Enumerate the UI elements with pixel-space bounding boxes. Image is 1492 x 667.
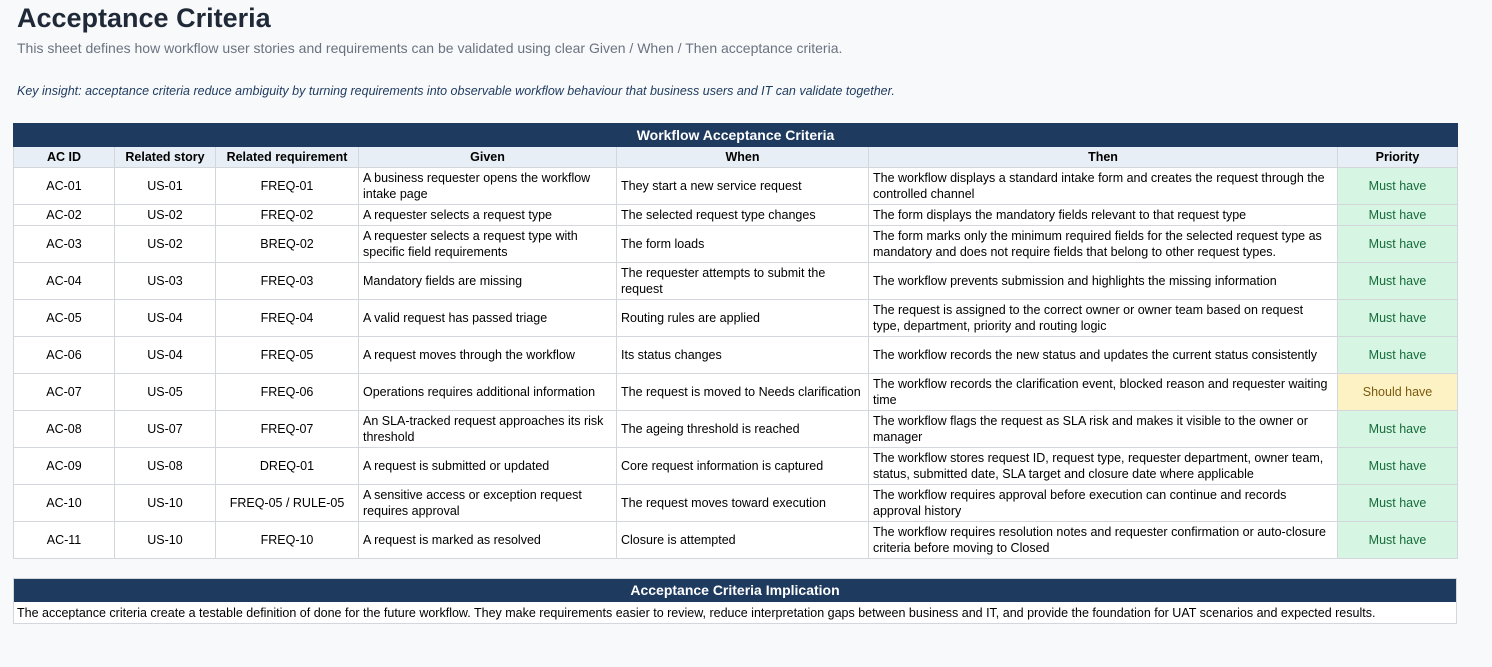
cell-when[interactable]: The request is moved to Needs clarification <box>617 374 869 411</box>
cell-when[interactable]: Its status changes <box>617 337 869 374</box>
cell-when[interactable]: Closure is attempted <box>617 522 869 559</box>
cell-story[interactable]: US-05 <box>115 374 216 411</box>
cell-then[interactable]: The workflow flags the request as SLA risk and makes it visible to the owner or manager <box>869 411 1338 448</box>
header-given[interactable]: Given <box>359 147 617 168</box>
cell-when[interactable]: Core request information is captured <box>617 448 869 485</box>
acceptance-criteria-table <box>13 123 1458 559</box>
cell-requirement[interactable]: FREQ-05 / RULE-05 <box>216 485 359 522</box>
header-priority[interactable]: Priority <box>1338 147 1458 168</box>
cell-then[interactable]: The workflow requires approval before execution can continue and records approval history <box>869 485 1338 522</box>
column-headers <box>14 147 1458 168</box>
cell-then[interactable]: The workflow prevents submission and highlights the missing information <box>869 263 1338 300</box>
table-row <box>14 337 1458 374</box>
implication-text[interactable]: The acceptance criteria create a testable definition of done for the future workflow. They make requirements easier to review, reduce interpretation gaps between business and IT, and provide the foundation for UAT scenarios and expected results. <box>17 606 1376 620</box>
cell-when[interactable]: The form loads <box>617 226 869 263</box>
cell-when[interactable]: They start a new service request <box>617 168 869 205</box>
table-row <box>14 205 1458 226</box>
cell-requirement[interactable]: FREQ-01 <box>216 168 359 205</box>
table-row <box>14 374 1458 411</box>
cell-ac-id[interactable]: AC-10 <box>14 485 115 522</box>
cell-given[interactable]: A business requester opens the workflow intake page <box>359 168 617 205</box>
cell-given[interactable]: A sensitive access or exception request requires approval <box>359 485 617 522</box>
cell-priority[interactable]: Must have <box>1338 263 1458 300</box>
cell-when[interactable]: The request moves toward execution <box>617 485 869 522</box>
cell-story[interactable]: US-01 <box>115 168 216 205</box>
cell-then[interactable]: The request is assigned to the correct owner or owner team based on request type, department, priority and routing logic <box>869 300 1338 337</box>
cell-ac-id[interactable]: AC-08 <box>14 411 115 448</box>
cell-priority[interactable]: Must have <box>1338 226 1458 263</box>
cell-requirement[interactable]: DREQ-01 <box>216 448 359 485</box>
cell-requirement[interactable]: BREQ-02 <box>216 226 359 263</box>
cell-priority[interactable]: Must have <box>1338 522 1458 559</box>
cell-then[interactable]: The workflow records the clarification event, blocked reason and requester waiting time <box>869 374 1338 411</box>
header-when[interactable]: When <box>617 147 869 168</box>
page-title: Acceptance Criteria <box>17 3 271 33</box>
key-insight: Key insight: acceptance criteria reduce ambiguity by turning requirements into observable workflow behaviour that business users and IT can validate together. <box>17 84 895 98</box>
cell-priority[interactable]: Must have <box>1338 448 1458 485</box>
cell-given[interactable]: A valid request has passed triage <box>359 300 617 337</box>
cell-requirement[interactable]: FREQ-04 <box>216 300 359 337</box>
cell-when[interactable]: The requester attempts to submit the request <box>617 263 869 300</box>
table-row <box>14 448 1458 485</box>
table-row <box>14 300 1458 337</box>
cell-when[interactable]: Routing rules are applied <box>617 300 869 337</box>
cell-story[interactable]: US-10 <box>115 522 216 559</box>
cell-ac-id[interactable]: AC-01 <box>14 168 115 205</box>
cell-ac-id[interactable]: AC-04 <box>14 263 115 300</box>
cell-requirement[interactable]: FREQ-02 <box>216 205 359 226</box>
cell-given[interactable]: An SLA-tracked request approaches its risk threshold <box>359 411 617 448</box>
cell-priority[interactable]: Should have <box>1338 374 1458 411</box>
cell-requirement[interactable]: FREQ-10 <box>216 522 359 559</box>
cell-story[interactable]: US-08 <box>115 448 216 485</box>
cell-priority[interactable]: Must have <box>1338 300 1458 337</box>
cell-ac-id[interactable]: AC-05 <box>14 300 115 337</box>
table-row <box>14 522 1458 559</box>
cell-story[interactable]: US-04 <box>115 337 216 374</box>
cell-ac-id[interactable]: AC-03 <box>14 226 115 263</box>
table-row <box>14 168 1458 205</box>
cell-given[interactable]: A request moves through the workflow <box>359 337 617 374</box>
cell-then[interactable]: The form marks only the minimum required fields for the selected request type as mandatory and does not require fields that belong to other request types. <box>869 226 1338 263</box>
cell-requirement[interactable]: FREQ-05 <box>216 337 359 374</box>
cell-story[interactable]: US-10 <box>115 485 216 522</box>
cell-requirement[interactable]: FREQ-06 <box>216 374 359 411</box>
cell-given[interactable]: A requester selects a request type <box>359 205 617 226</box>
cell-priority[interactable]: Must have <box>1338 168 1458 205</box>
header-ac-id[interactable]: AC ID <box>14 147 115 168</box>
cell-then[interactable]: The workflow records the new status and updates the current status consistently <box>869 337 1338 374</box>
cell-priority[interactable]: Must have <box>1338 337 1458 374</box>
cell-priority[interactable]: Must have <box>1338 485 1458 522</box>
cell-given[interactable]: Operations requires additional information <box>359 374 617 411</box>
cell-requirement[interactable]: FREQ-03 <box>216 263 359 300</box>
cell-priority[interactable]: Must have <box>1338 205 1458 226</box>
table-row <box>14 263 1458 300</box>
cell-then[interactable]: The form displays the mandatory fields relevant to that request type <box>869 205 1338 226</box>
cell-ac-id[interactable]: AC-07 <box>14 374 115 411</box>
cell-then[interactable]: The workflow stores request ID, request type, requester department, owner team, status, submitted date, SLA target and closure date where applicable <box>869 448 1338 485</box>
cell-requirement[interactable]: FREQ-07 <box>216 411 359 448</box>
cell-given[interactable]: A request is submitted or updated <box>359 448 617 485</box>
header-related-requirement[interactable]: Related requirement <box>216 147 359 168</box>
cell-when[interactable]: The ageing threshold is reached <box>617 411 869 448</box>
cell-story[interactable]: US-07 <box>115 411 216 448</box>
cell-then[interactable]: The workflow requires resolution notes and requester confirmation or auto-closure criteria before moving to Closed <box>869 522 1338 559</box>
cell-ac-id[interactable]: AC-09 <box>14 448 115 485</box>
cell-priority[interactable]: Must have <box>1338 411 1458 448</box>
header-then[interactable]: Then <box>869 147 1338 168</box>
cell-story[interactable]: US-02 <box>115 226 216 263</box>
cell-given[interactable]: Mandatory fields are missing <box>359 263 617 300</box>
cell-story[interactable]: US-02 <box>115 205 216 226</box>
cell-given[interactable]: A request is marked as resolved <box>359 522 617 559</box>
cell-then[interactable]: The workflow displays a standard intake form and creates the request through the controlled channel <box>869 168 1338 205</box>
cell-when[interactable]: The selected request type changes <box>617 205 869 226</box>
page-subtitle: This sheet defines how workflow user stories and requirements can be validated using clear Given / When / Then acceptance criteria. <box>17 40 843 56</box>
table-row <box>14 411 1458 448</box>
header-related-story[interactable]: Related story <box>115 147 216 168</box>
table-title: Workflow Acceptance Criteria <box>14 124 1458 147</box>
cell-ac-id[interactable]: AC-11 <box>14 522 115 559</box>
cell-ac-id[interactable]: AC-06 <box>14 337 115 374</box>
table-row <box>14 226 1458 263</box>
cell-story[interactable]: US-03 <box>115 263 216 300</box>
implication-panel <box>13 578 1457 624</box>
cell-ac-id[interactable]: AC-02 <box>14 205 115 226</box>
table-row <box>14 485 1458 522</box>
cell-story[interactable]: US-04 <box>115 300 216 337</box>
implication-title: Acceptance Criteria Implication <box>14 579 1456 602</box>
cell-given[interactable]: A requester selects a request type with specific field requirements <box>359 226 617 263</box>
